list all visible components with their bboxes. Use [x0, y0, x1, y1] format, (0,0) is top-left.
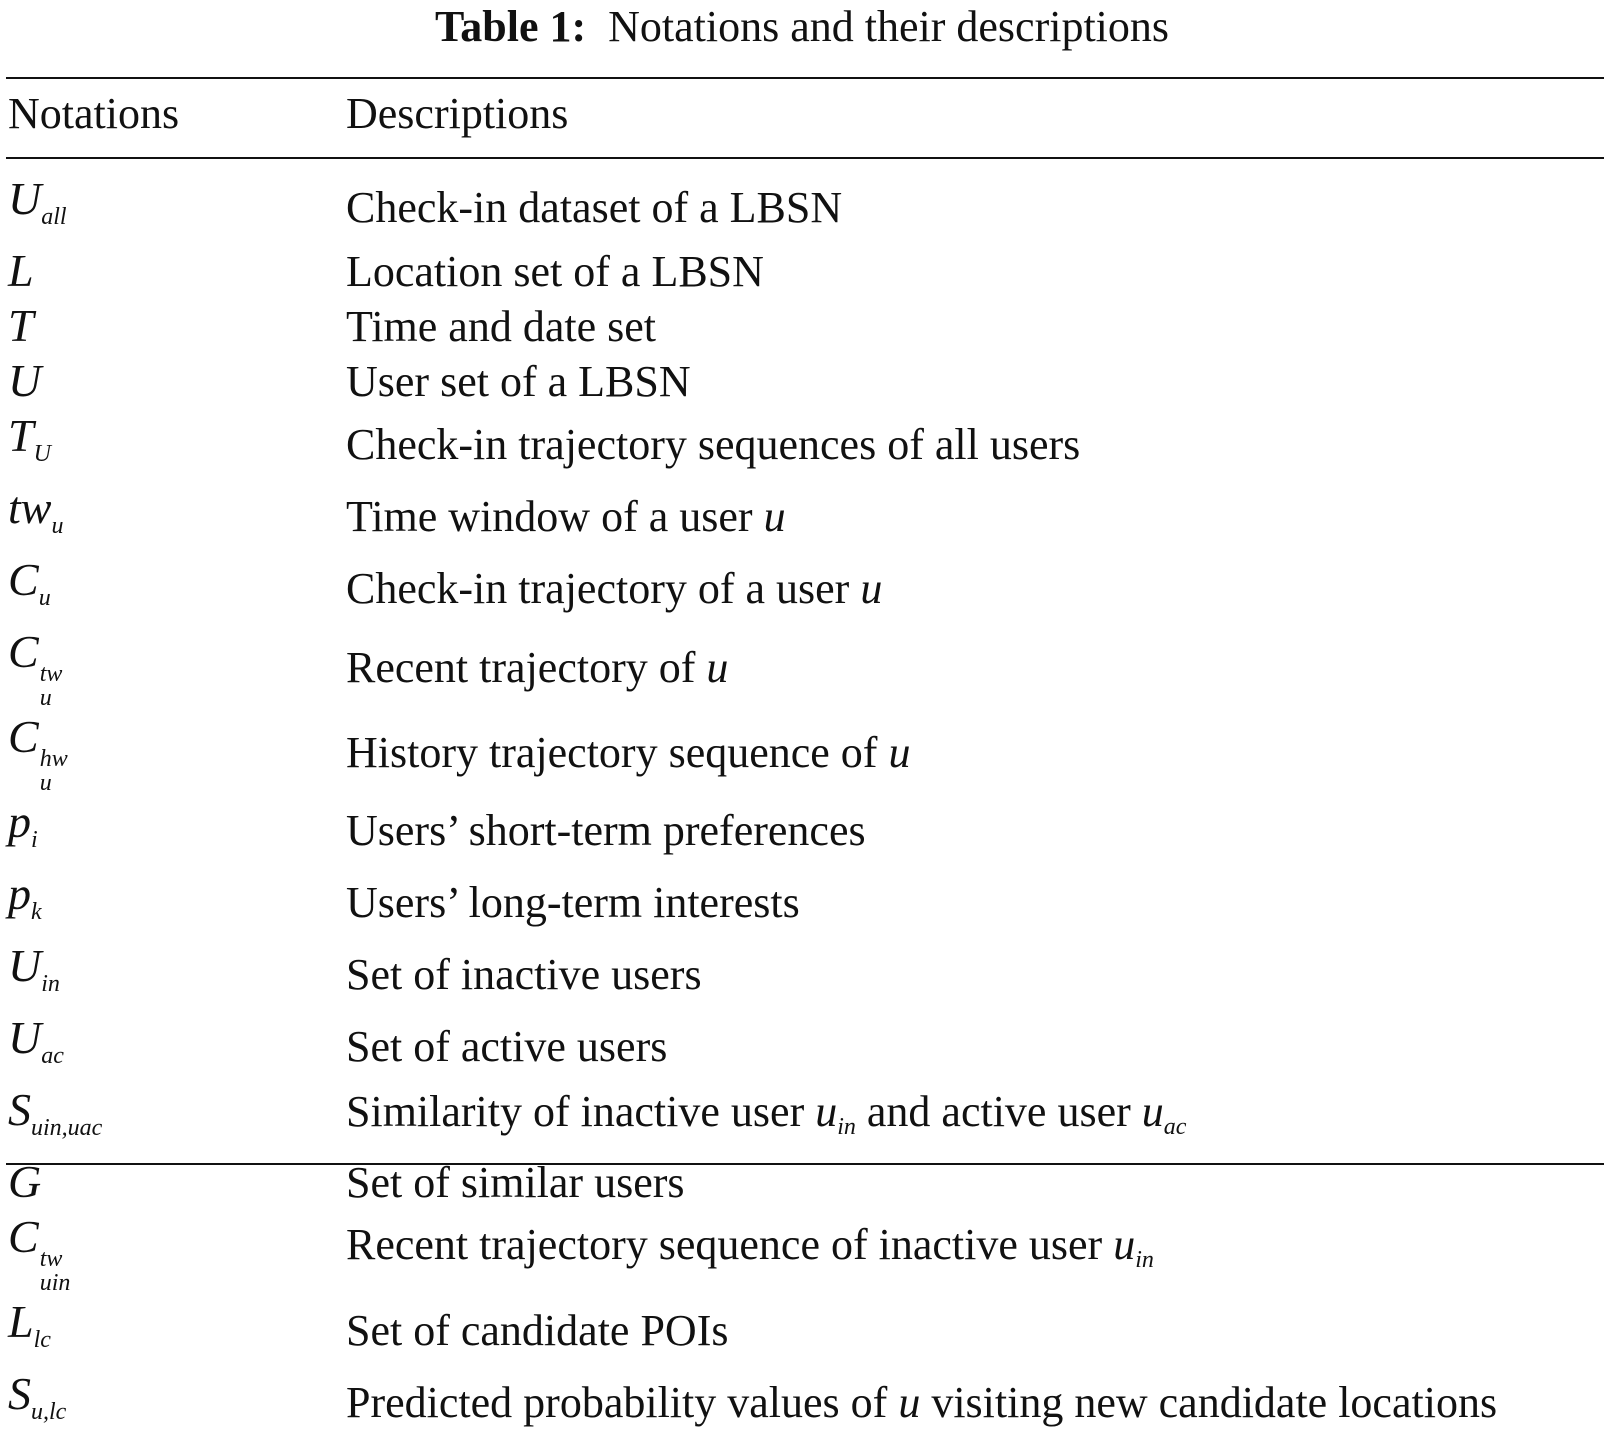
table-row: [8, 553, 1497, 625]
top-rule: [6, 77, 1604, 79]
table-row: [8, 625, 1497, 710]
notation-cell: $p_k$: [8, 868, 42, 925]
notation-cell: $T_U$: [8, 410, 51, 467]
description-cell: Time and date set: [346, 301, 656, 351]
table-row: [8, 354, 1497, 409]
description-cell: Predicted probability values of u visiting new candidate locations: [346, 1378, 1498, 1427]
description-cell: Location set of a LBSN: [346, 246, 764, 296]
description-cell: Similarity of inactive user $u_{in}$ and active user $u_{ac}$: [346, 1086, 1187, 1140]
notation-cell: $C_u$: [8, 554, 51, 611]
description-cell: Recent trajectory of u: [346, 642, 729, 692]
table-row: [8, 939, 1497, 1011]
table-row: [8, 1210, 1497, 1295]
description-cell: Set of active users: [346, 1022, 668, 1071]
table-row: [8, 795, 1497, 867]
notation-cell: $S_{uin,uac}$: [8, 1084, 103, 1141]
notation-cell: C hw u: [8, 711, 68, 796]
notation-cell: C tw u: [8, 626, 63, 711]
table-row: [8, 172, 1497, 244]
table-row: [8, 244, 1497, 299]
notation-cell: $S_{u,lc}$: [8, 1368, 67, 1425]
notation-cell: U: [8, 355, 42, 406]
notation-cell: L: [8, 245, 34, 296]
notation-cell: $p_i$: [8, 796, 38, 853]
bottom-rule: [6, 1163, 1604, 1165]
header-descriptions: Descriptions: [346, 89, 569, 138]
description-cell: Time window of a user u: [346, 492, 786, 541]
notation-cell: $U_{in}$: [8, 940, 60, 997]
description-cell: User set of a LBSN: [346, 356, 691, 406]
header-rule: [6, 157, 1604, 159]
notation-cell: C tw uin: [8, 1211, 71, 1296]
notation-cell: $U_{all}$: [8, 173, 67, 230]
header-notations: Notations: [8, 89, 180, 138]
notation-cell: T: [8, 300, 34, 351]
description-cell: Set of inactive users: [346, 950, 702, 999]
caption-label: Table 1:: [434, 2, 587, 51]
notation-table: [8, 172, 1497, 1439]
table-row: [8, 481, 1497, 553]
notation-cell: $L_{lc}$: [8, 1296, 51, 1353]
caption-text: Notations and their descriptions: [608, 2, 1170, 51]
notation-cell: $tw_u$: [8, 482, 64, 539]
description-cell: Check-in dataset of a LBSN: [346, 183, 843, 232]
table-row: [8, 1295, 1497, 1367]
description-cell: Set of similar users: [346, 1157, 685, 1207]
notation-cell: $U_{ac}$: [8, 1012, 64, 1069]
table-caption: [0, 0, 1604, 54]
description-cell: Set of candidate POIs: [346, 1306, 729, 1355]
table-row: [8, 299, 1497, 354]
table-row: [8, 409, 1497, 481]
description-cell: Check-in trajectory of a user u: [346, 564, 883, 613]
table-row: [8, 1083, 1497, 1155]
table-row: [8, 867, 1497, 939]
table-row: [8, 1367, 1497, 1439]
description-cell: Recent trajectory sequence of inactive user $u_{in}$: [346, 1220, 1154, 1273]
description-cell: History trajectory sequence of u: [346, 727, 911, 777]
notation-cell: G: [8, 1156, 42, 1207]
description-cell: Check-in trajectory sequences of all users: [346, 420, 1081, 469]
description-cell: Users’ long-term interests: [346, 878, 800, 927]
description-cell: Users’ short-term preferences: [346, 806, 866, 855]
table-row: [8, 1011, 1497, 1083]
table-row: [8, 710, 1497, 795]
